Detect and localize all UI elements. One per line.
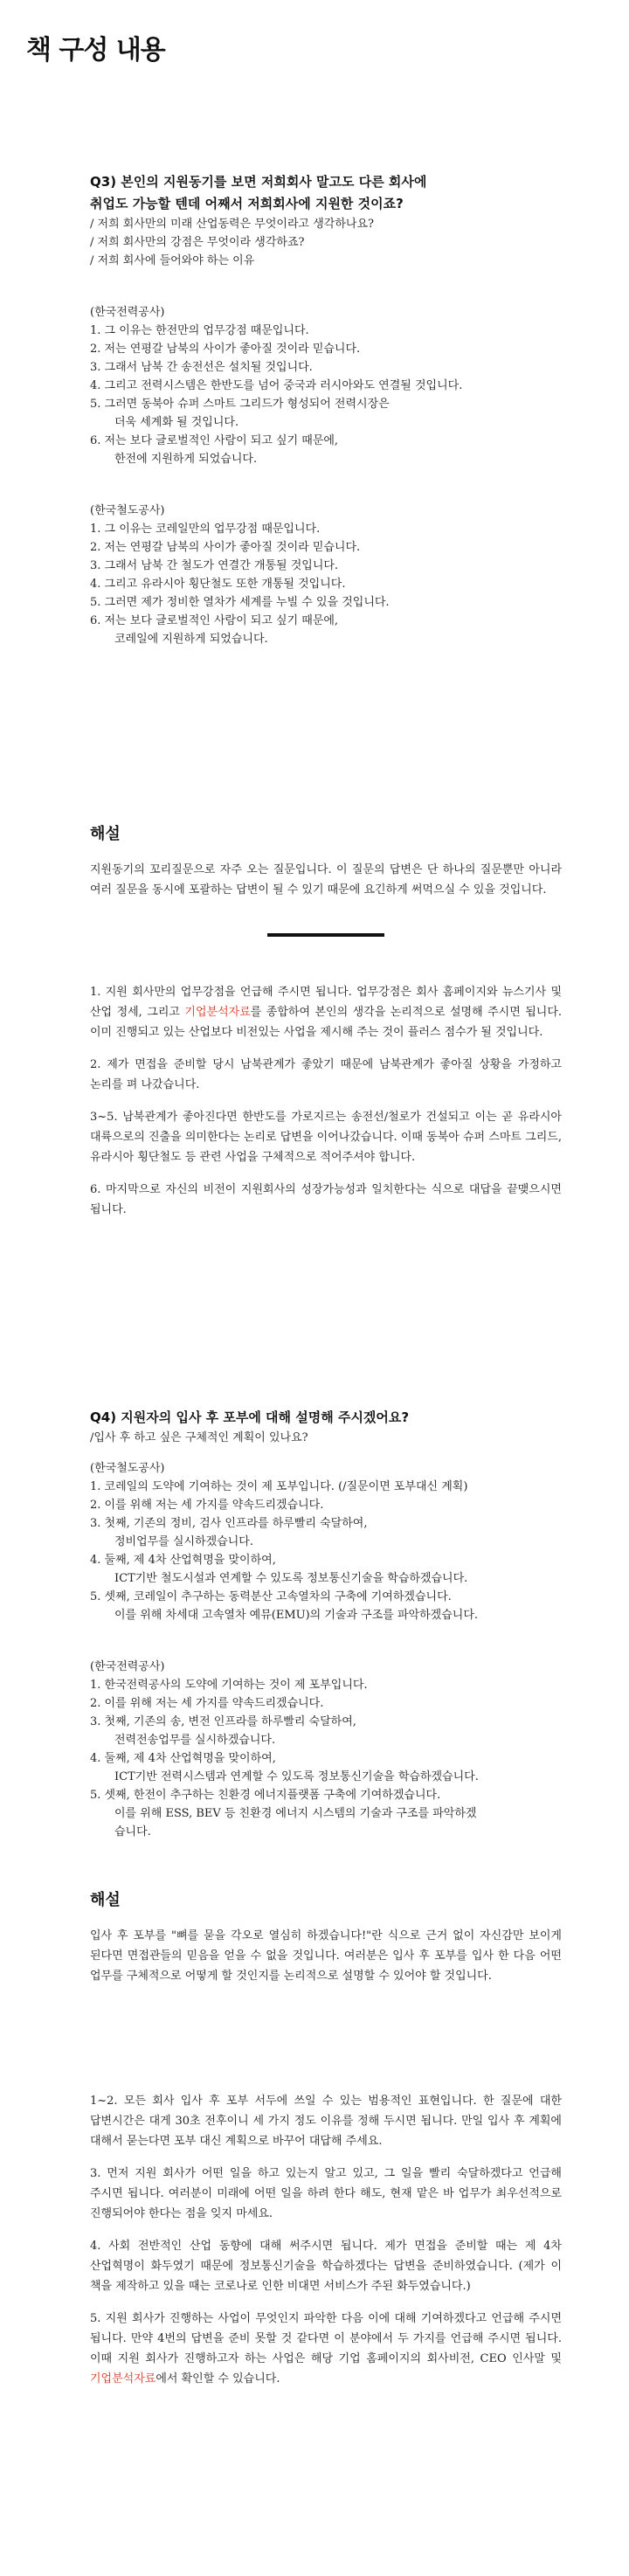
answer-item: 3. 그래서 남북 간 철도가 연결간 개통될 것입니다. xyxy=(90,559,339,572)
answer-item: 이를 위해 ESS, BEV 등 친환경 에너지 시스템의 기술과 구조를 파악하겠 xyxy=(114,1807,477,1820)
answer-item: 6. 저는 보다 글로벌적인 사람이 되고 싶기 때문에, xyxy=(90,614,339,627)
answer-label: (한국전력공사) xyxy=(90,306,165,319)
answer-item: 2. 이를 위해 저는 세 가지를 약속드리겠습니다. xyxy=(90,1499,324,1512)
answer-item: 더욱 세계화 될 것입니다. xyxy=(114,416,239,429)
answer-item: 습니다. xyxy=(114,1825,151,1839)
answer-item: 4. 그리고 전력시스템은 한반도를 넘어 중국과 러시아와도 연결될 것입니다. xyxy=(90,379,463,392)
answer-item: 정비업무를 실시하겠습니다. xyxy=(114,1535,253,1548)
answer-item: 3. 첫째, 기존의 정비, 검사 인프라를 하루빨리 숙달하여, xyxy=(90,1517,368,1530)
q3-sub-question: / 저희 회사에 들어와야 하는 이유 xyxy=(90,254,255,267)
explanation-point: 3. 먼저 지원 회사가 어떤 일을 하고 있는지 알고 있고, 그 일을 빨리 숙달하겠다고 언급해 주시면 됩니다. 여러분이 미래에 어떤 일을 하려 한다 해도, 현재 맡은 바 업무가 최우선적으로 진행되어야 한다는 점을 잊지 마세요. xyxy=(90,2167,562,2220)
answer-label: (한국전력공사) xyxy=(90,1660,165,1673)
answer-item: 코레일에 지원하게 되었습니다. xyxy=(114,633,268,646)
answer-item: ICT기반 전력시스템과 연계할 수 있도록 정보통신기술을 학습하겠습니다. xyxy=(114,1770,479,1783)
answer-item: 2. 저는 연평갈 남북의 사이가 좋아질 것이라 믿습니다. xyxy=(90,343,361,356)
explanation-intro: 지원동기의 꼬리질문으로 자주 오는 질문입니다. 이 질문의 답변은 단 하나의 질문뿐만 아니라 여러 질문을 동시에 포괄하는 답변이 될 수 있기 때문에 요긴하게 써먹으실 수 있을 것입니다. xyxy=(90,863,562,897)
explanation-1 xyxy=(90,821,562,1220)
answer-item: 1. 한국전력공사의 도약에 기여하는 것이 제 포부입니다. xyxy=(90,1679,368,1692)
answer-item: 4. 둘째, 제 4차 산업혁명을 맞이하여, xyxy=(90,1554,276,1567)
page-title: 책 구성 내용 xyxy=(26,35,165,66)
q4-korail-answer xyxy=(90,1459,562,1624)
explanation-point: 1. 지원 회사만의 업무강점을 언급해 주시면 됩니다. 업무강점은 회사 홈페이지와 뉴스기사 및 산업 정세, 그리고 기업분석자료를 종합하여 본인의 생각을 논리적으로 설명해 주시면 됩니다. 이미 진행되고 있는 산업보다 비전있는 사업을 제시해 주는 것이 플러스 점수가 될 것입니다. xyxy=(90,986,563,1039)
answer-item: 4. 둘째, 제 4차 산업혁명을 맞이하여, xyxy=(90,1752,276,1765)
explanation-heading: 해설 xyxy=(90,1891,121,1909)
answer-item: 5. 셋째, 한전이 추구하는 친환경 에너지플랫폼 구축에 기여하겠습니다. xyxy=(90,1789,441,1802)
highlight-keyword: 기업분석자료 xyxy=(184,1006,251,1019)
q4-section xyxy=(90,1407,562,1841)
answer-item: 5. 그러면 제가 정비한 열차가 세계를 누빌 수 있을 것입니다. xyxy=(90,596,390,609)
explanation-point: 1~2. 모든 회사 입사 후 포부 서두에 쓰일 수 있는 범용적인 표현입니다. 한 질문에 대한 답변시간은 대게 30초 전후이니 세 가지 정도 이유를 정해 두시면 됩니다. 만일 입사 후 계획에 대해서 묻는다면 포부 대신 계획으로 바꾸어 대답해 주세요. xyxy=(90,2095,562,2148)
answer-item: ICT기반 철도시설과 연계할 수 있도록 정보통신기술을 학습하겠습니다. xyxy=(114,1572,468,1585)
answer-item: 1. 그 이유는 한전만의 업무강점 때문입니다. xyxy=(90,324,309,337)
q3-kepco-answer xyxy=(90,303,562,468)
q4-kepco-answer xyxy=(90,1658,562,1841)
answer-item: 이를 위해 차세대 고속열차 예뮤(EMU)의 기술과 구조를 파악하겠습니다. xyxy=(114,1609,479,1622)
explanation-point: 2. 제가 면접을 준비할 당시 남북관계가 좋았기 때문에 남북관계가 좋아질 상황을 가정하고 논리를 펴 나갔습니다. xyxy=(90,1058,562,1091)
highlight-keyword: 기업분석자료 xyxy=(90,2372,156,2386)
answer-item: 1. 코레일의 도약에 기여하는 것이 제 포부입니다. (/질문이면 포부대신 계획) xyxy=(90,1480,468,1493)
answer-item: 5. 그러면 동북아 슈퍼 스마트 그리드가 형성되어 전력시장은 xyxy=(90,398,390,411)
q4-title: Q4) 지원자의 입사 후 포부에 대해 설명해 주시겠어요? xyxy=(90,1409,410,1425)
q4-sub-question: /입사 후 하고 싶은 구체적인 계획이 있나요? xyxy=(90,1431,308,1444)
q3-sub-question: / 저희 회사만의 미래 산업동력은 무엇이라고 생각하나요? xyxy=(90,218,374,231)
explanation-point: 4. 사회 전반적인 산업 동향에 대해 써주시면 됩니다. 제가 면접을 준비할 때는 제 4차 산업혁명이 화두였기 때문에 정보통신기술을 학습하겠다는 답변을 준비하였습니다. (제가 이 책을 제작하고 있을 때는 코로나로 인한 비대면 서비스가 주된 화두였습니다.) xyxy=(90,2240,562,2293)
q3-sub-question: / 저희 회사만의 강점은 무엇이라 생각하죠? xyxy=(90,236,305,249)
answer-item: 1. 그 이유는 코레일만의 업무강점 때문입니다. xyxy=(90,523,321,536)
answer-item: 전력전송업무를 실시하겠습니다. xyxy=(114,1734,276,1747)
explanation-2 xyxy=(90,1887,562,2389)
answer-item: 5. 셋째, 코레일이 추구하는 동력분산 고속열차의 구축에 기여하겠습니다. xyxy=(90,1590,452,1603)
answer-label: (한국철도공사) xyxy=(90,1462,165,1475)
answer-label: (한국철도공사) xyxy=(90,504,165,517)
answer-item: 6. 저는 보다 글로벌적인 사람이 되고 싶기 때문에, xyxy=(90,434,339,447)
q3-title-line2: 취업도 가능할 텐데 어째서 저희회사에 지원한 것이죠? xyxy=(90,196,404,211)
q3-korail-answer xyxy=(90,502,562,648)
answer-item: 4. 그리고 유라시아 횡단철도 또한 개통될 것입니다. xyxy=(90,578,346,591)
answer-item: 한전에 지원하게 되었습니다. xyxy=(114,453,258,466)
answer-item: 2. 이를 위해 저는 세 가지를 약속드리겠습니다. xyxy=(90,1697,324,1710)
explanation-intro: 입사 후 포부를 "뼈를 묻을 각오로 열심히 하겠습니다!"란 식으로 근거 없이 자신감만 보이게 된다면 면접관들의 믿음을 얻을 수 없을 것입니다. 여러분은 입사 후 포부를 입사 한 다음 어떤 업무를 구체적으로 어떻게 할 것인지를 논리적으로 설명할 수 있어야 할 것입니다. xyxy=(90,1929,562,1983)
q3-section xyxy=(90,171,562,648)
answer-item: 2. 저는 연평갈 남북의 사이가 좋아질 것이라 믿습니다. xyxy=(90,541,361,554)
section-divider xyxy=(267,933,384,937)
explanation-point: 6. 마지막으로 자신의 비전이 지원회사의 성장가능성과 일치한다는 식으로 대답을 끝맺으시면 됩니다. xyxy=(90,1183,562,1216)
explanation-point: 5. 지원 회사가 진행하는 사업이 무엇인지 파악한 다음 이에 대해 기여하겠다고 언급해 주시면 됩니다. 만약 4번의 답변을 준비 못할 것 같다면 이 분야에서 두 가지를 언급해 주시면 됩니다. 이때 지원 회사가 진행하고자 하는 사업은 해당 기업 홈페이지의 회사비전, CEO 인사말 및 기업분석자료에서 확인할 수 있습니다. xyxy=(90,2312,562,2386)
explanation-heading: 해설 xyxy=(90,825,121,843)
answer-item: 3. 그래서 남북 간 송전선은 설치될 것입니다. xyxy=(90,361,313,374)
q3-title-line1: Q3) 본인의 지원동기를 보면 저희회사 말고도 다른 회사에 xyxy=(90,174,427,190)
explanation-point: 3~5. 남북관계가 좋아진다면 한반도를 가로지르는 송전선/철로가 건설되고 이는 곧 유라시아 대륙으로의 진출을 의미한다는 논리로 답변을 이어나갔습니다. 이때 동북아 슈퍼 스마트 그리드, 유라시아 횡단철도 등 관련 사업을 구체적으로 적어주셔야 합니다. xyxy=(90,1111,562,1164)
answer-item: 3. 첫째, 기존의 송, 변전 인프라를 하루빨리 숙달하여, xyxy=(90,1715,356,1728)
